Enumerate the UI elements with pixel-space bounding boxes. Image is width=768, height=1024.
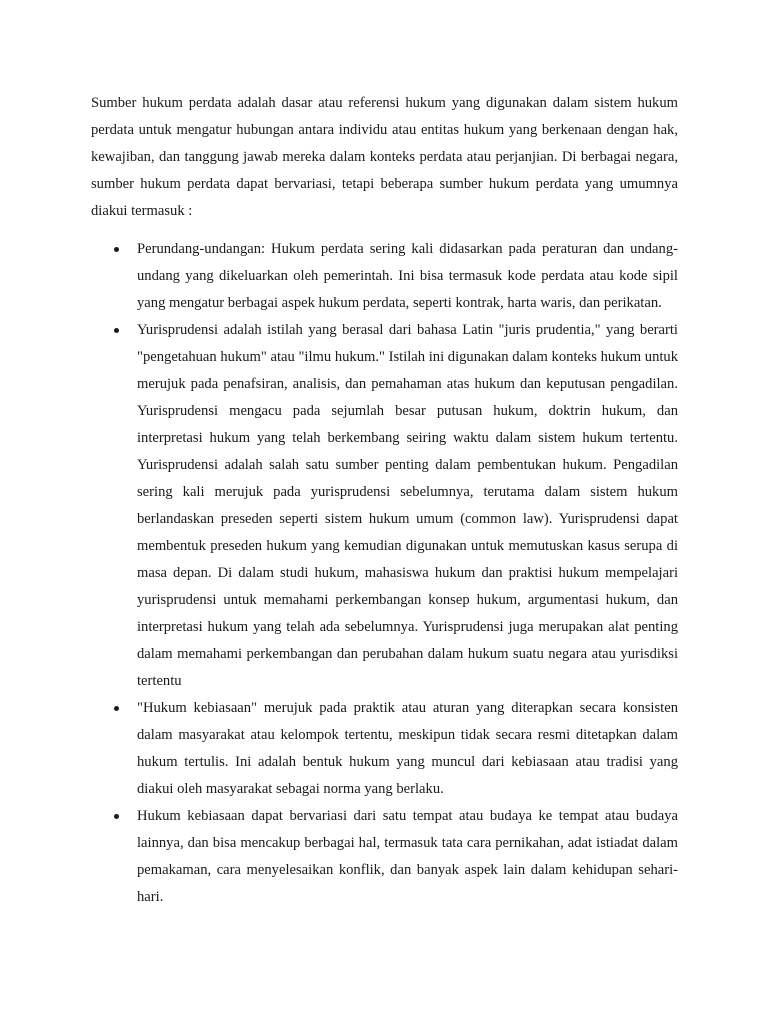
bullet-text: Perundang-undangan: Hukum perdata sering kali didasarkan pada peraturan dan undang-undang yang dikeluarkan oleh pemerintah. Ini bisa termasuk kode perdata atau kode sipil yang mengatur berbagai aspek hukum perdata, seperti kontrak, harta waris, dan perikatan. (137, 241, 678, 311)
bullet-icon (114, 247, 119, 252)
intro-paragraph: Sumber hukum perdata adalah dasar atau referensi hukum yang digunakan dalam sistem hukum perdata untuk mengatur hubungan antara individu atau entitas hukum yang berkenaan dengan hak, kewajiban, dan tanggung jawab mereka dalam konteks perdata atau perjanjian. Di berbagai negara, sumber hukum perdata dapat bervariasi, tetapi beberapa sumber hukum perdata yang umumnya diakui termasuk : (91, 95, 678, 219)
list-item (91, 695, 678, 803)
bullet-text: "Hukum kebiasaan" merujuk pada praktik atau aturan yang diterapkan secara konsisten dalam masyarakat atau kelompok tertentu, meskipun tidak secara resmi ditetapkan dalam hukum tertulis. Ini adalah bentuk hukum yang muncul dari kebiasaan atau tradisi yang diakui oleh masyarakat sebagai norma yang berlaku. (137, 700, 678, 797)
list-item (91, 236, 678, 317)
list-item (91, 317, 678, 695)
bullet-text: Yurisprudensi adalah istilah yang berasal dari bahasa Latin "juris prudentia," yang berarti "pengetahuan hukum" atau "ilmu hukum." Istilah ini digunakan dalam konteks hukum untuk merujuk pada penafsiran, analisis, dan pemahaman atas hukum dan keputusan pengadilan. Yurisprudensi mengacu pada sejumlah besar putusan hukum, doktrin hukum, dan interpretasi hukum yang telah berkembang seiring waktu dalam sistem hukum tertentu. Yurisprudensi adalah salah satu sumber penting dalam pembentukan hukum. Pengadilan sering kali merujuk pada yurisprudensi sebelumnya, terutama dalam sistem hukum berlandaskan preseden seperti sistem hukum umum (common law). Yurisprudensi dapat membentuk preseden hukum yang kemudian digunakan untuk memutuskan kasus serupa di masa depan. Di dalam studi hukum, mahasiswa hukum dan praktisi hukum mempelajari yurisprudensi untuk memahami perkembangan konsep hukum, argumentasi hukum, dan interpretasi hukum yang telah ada sebelumnya. Yurisprudensi juga merupakan alat penting dalam memahami perkembangan dan perubahan dalam hukum suatu negara atau yurisdiksi tertentu (137, 322, 679, 689)
bullet-icon (114, 706, 119, 711)
list-item (91, 803, 678, 911)
bullet-icon (114, 328, 119, 333)
bullet-list (91, 236, 678, 911)
bullet-text: Hukum kebiasaan dapat bervariasi dari satu tempat atau budaya ke tempat atau budaya lainnya, dan bisa mencakup berbagai hal, termasuk tata cara pernikahan, adat istiadat dalam pemakaman, cara menyelesaikan konflik, dan banyak aspek lain dalam kehidupan sehari-hari. (137, 808, 678, 905)
bullet-icon (114, 814, 119, 819)
